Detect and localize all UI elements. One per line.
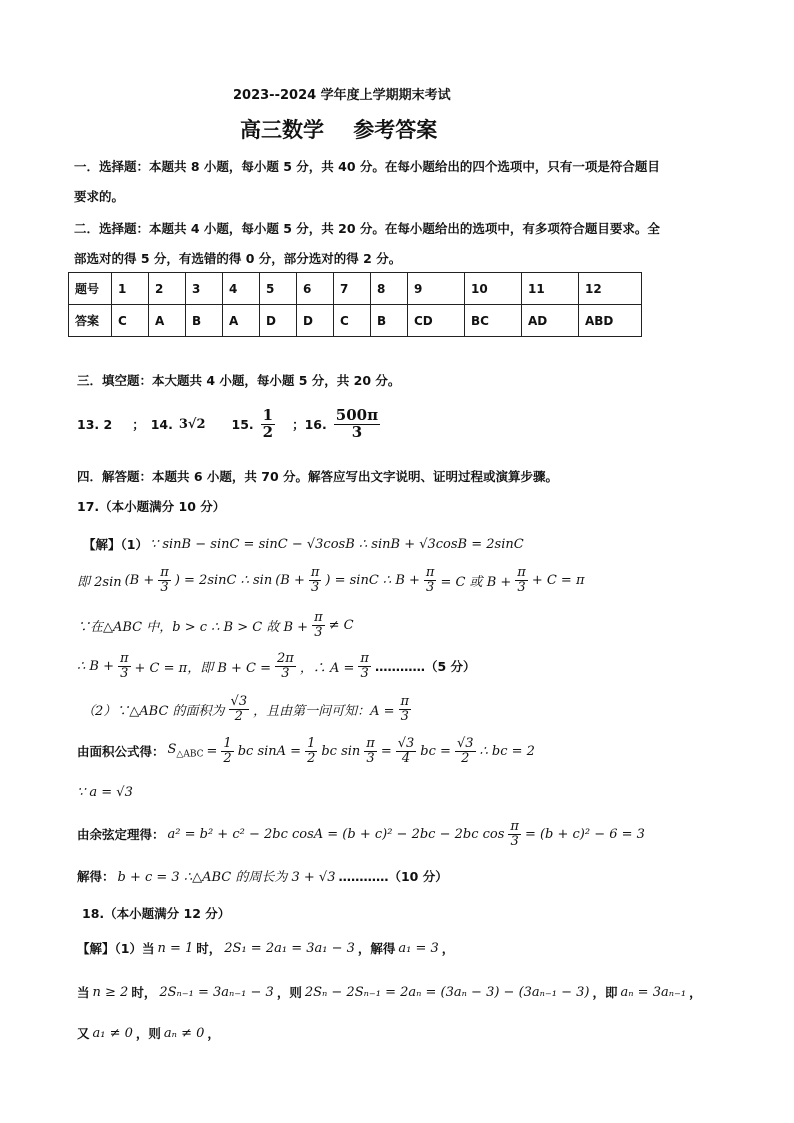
q14-label: 14. (150, 416, 173, 432)
p17-line4: ∴ B + $\frac{\pi}{3}$ + C = π，即 B + C = $\frac{2\pi}{3}$ ，∴ A = $\frac{\pi}{3}$ …………（5 分） (77, 651, 476, 681)
section1-line2: 要求的。 (74, 189, 125, 204)
table-row-answers (69, 305, 642, 337)
table-cell: C (112, 305, 149, 337)
table-cell: A (223, 305, 260, 337)
p17-line6: 由面积公式得： $S_{\triangle ABC}$ = $\frac{1}{2}$ bc sinA = $\frac{1}{2}$ bc sin $\frac{\pi}{3}$ = $\frac{√3}{4}$ bc = $\frac{√3}{2}$ ∴ bc = 2 (77, 736, 535, 766)
table-cell: B (371, 305, 408, 337)
table-row-questions (69, 273, 642, 305)
section2-line1: 二．选择题：本题共 4 小题，每小题 5 分，共 20 分。在每小题给出的选项中，有多项符合题目要求。全 (74, 221, 660, 236)
table-cell: BC (465, 305, 522, 337)
q15-label: 15. (231, 416, 254, 432)
p18-line2: 当 n ≥ 2 时， 2Sₙ₋₁ = 3aₙ₋₁ − 3 ，则 2Sₙ − 2Sₙ₋₁ = 2aₙ = (3aₙ − 3) − (3aₙ₋₁ − 3) ，即 aₙ = 3aₙ₋₁ ， (77, 984, 702, 1000)
p17-line7: ∵ a = √3 (77, 785, 133, 800)
section4-title: 四．解答题：本题共 6 小题，共 70 分。解答应写出文字说明、证明过程或演算步骤。 (77, 469, 559, 484)
q14-answer: 3√2 (178, 416, 206, 432)
table-cell: 12 (579, 273, 642, 305)
p18-heading: 18.（本小题满分 12 分） (82, 906, 231, 921)
table-header-question: 题号 (69, 273, 112, 305)
table-cell: 10 (465, 273, 522, 305)
table-cell: 11 (522, 273, 579, 305)
p17-line2: 即 2sin (B + $\frac{\pi}{3}$ ) = 2sinC ∴ sin (B + $\frac{\pi}{3}$ ) = sinC ∴ B + $\frac{\pi}{3}$ = C 或 B + $\frac{\pi}{3}$ + C = π (77, 565, 585, 595)
separator: ； (132, 417, 145, 433)
p17-line9: 解得： b + c = 3 ∴△ABC 的周长为 3 + √3 …………（10 分） (77, 868, 448, 885)
table-cell: B (186, 305, 223, 337)
p17-heading: 17.（本小题满分 10 分） (77, 499, 226, 514)
table-cell: 5 (260, 273, 297, 305)
section3-title: 三．填空题：本大题共 4 小题，每小题 5 分，共 20 分。 (77, 373, 401, 388)
p18-line3: 又 a₁ ≠ 0 ，则 aₙ ≠ 0 ， (77, 1025, 220, 1041)
table-cell: 4 (223, 273, 260, 305)
table-cell: D (297, 305, 334, 337)
q16-label: ；16. (292, 417, 327, 433)
table-cell: A (149, 305, 186, 337)
section1-line1: 一．选择题：本题共 8 小题，每小题 5 分，共 40 分。在每小题给出的四个选项中，只有一项是符合题目 (74, 159, 660, 174)
table-cell: D (260, 305, 297, 337)
table-cell: 1 (112, 273, 149, 305)
table-cell: 2 (149, 273, 186, 305)
p17-line8: 由余弦定理得： a² = b² + c² − 2bc cosA = (b + c)² − 2bc − 2bc cos $\frac{\pi}{3}$ = (b + c)² − 6 = 3 (77, 819, 645, 849)
table-cell: AD (522, 305, 579, 337)
p17-line1: 【解】（1） ∵ sinB − sinC = sinC − √3cosB ∴ sinB + √3cosB = 2sinC (83, 536, 524, 552)
table-cell: C (334, 305, 371, 337)
exam-title: 2023--2024 学年度上学期期末考试 (233, 88, 451, 103)
p17-line3: ∵在△ABC 中，b > c ∴ B > C 故 B + $\frac{\pi}{3}$ ≠ C (77, 610, 354, 640)
main-title: 高三数学 参考答案 (240, 118, 438, 142)
section2-line2: 部选对的得 5 分，有选错的得 0 分，部分选对的得 2 分。 (74, 251, 402, 266)
q16-answer: $\frac{500\pi}{3}$ (335, 406, 379, 441)
answer-table (68, 272, 642, 337)
fill-in-answers (77, 408, 381, 441)
q13-answer: 13. 2 (77, 416, 113, 432)
table-cell: 9 (408, 273, 465, 305)
table-cell: 3 (186, 273, 223, 305)
p18-line1: 【解】（1）当 n = 1 时， 2S₁ = 2a₁ = 3a₁ − 3 ，解得 a₁ = 3 ， (77, 940, 455, 956)
q15-answer: $\frac{1}{2}$ (262, 406, 274, 441)
p17-line5: （2）∵△ABC 的面积为 $\frac{√3}{2}$ ，且由第一问可知：A = $\frac{\pi}{3}$ (82, 694, 410, 724)
table-cell: ABD (579, 305, 642, 337)
table-cell: 8 (371, 273, 408, 305)
table-header-answer: 答案 (69, 305, 112, 337)
table-cell: CD (408, 305, 465, 337)
table-cell: 6 (297, 273, 334, 305)
table-cell: 7 (334, 273, 371, 305)
